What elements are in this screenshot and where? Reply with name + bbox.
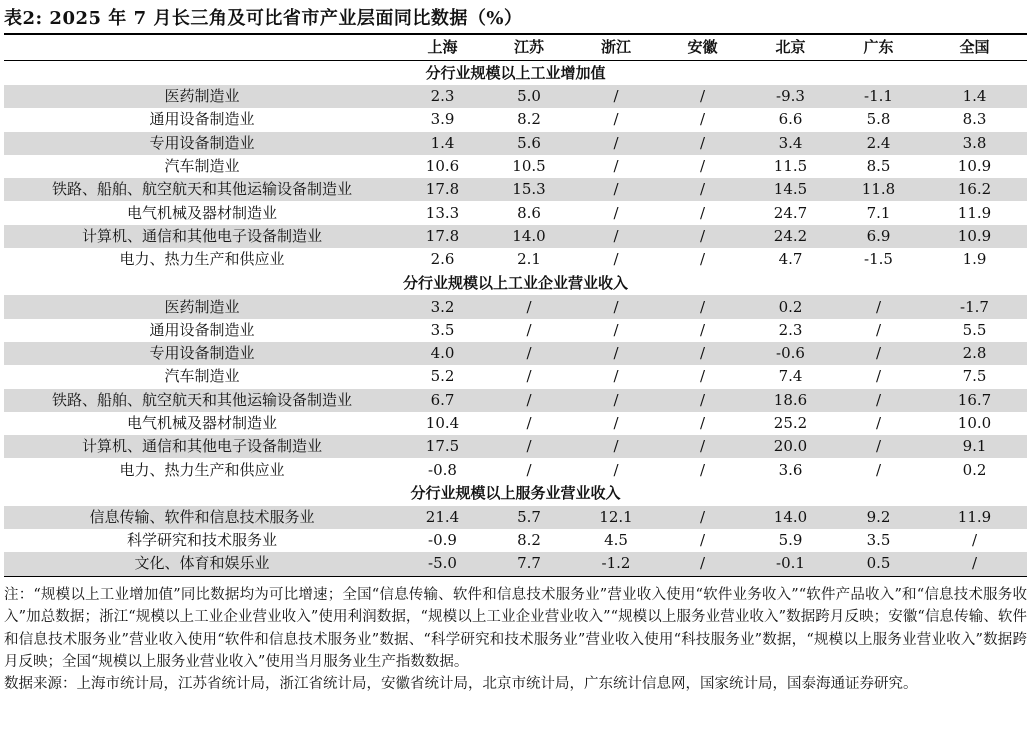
value-cell: /	[699, 367, 706, 386]
data-table	[4, 33, 1027, 577]
value-cell: /	[659, 225, 746, 248]
table-row	[4, 225, 1027, 248]
value-cell: 10.9	[957, 157, 992, 176]
value-cell: 14.0	[746, 506, 835, 529]
value-cell: /	[699, 414, 706, 432]
value-cell: 4.5	[604, 531, 628, 550]
header-cell-jiangsu: 江苏	[485, 34, 573, 61]
value-cell: 3.2	[400, 295, 485, 318]
value-cell: /	[699, 110, 706, 129]
value-cell: /	[835, 389, 922, 412]
value-cell: 5.2	[430, 367, 455, 386]
value-cell: 9.2	[835, 506, 922, 529]
row-label: 计算机、通信和其他电子设备制造业	[4, 225, 400, 248]
value-cell: /	[613, 110, 619, 129]
value-cell: 0.5	[835, 552, 922, 576]
value-cell: 3.9	[430, 110, 455, 129]
header-row	[4, 34, 1027, 61]
value-cell: 3.5	[430, 320, 455, 339]
value-cell: 1.9	[962, 250, 987, 269]
value-cell: 8.3	[962, 110, 987, 129]
value-cell: 10.0	[957, 414, 992, 432]
value-cell: /	[659, 295, 746, 318]
value-cell: /	[485, 295, 573, 318]
table-row	[4, 435, 1027, 458]
header-cell-category	[4, 34, 400, 61]
value-cell: /	[659, 435, 746, 458]
value-cell: /	[659, 132, 746, 155]
value-cell: /	[699, 157, 706, 176]
value-cell: 24.2	[746, 225, 835, 248]
notes-block	[4, 584, 1027, 695]
row-label: 医药制造业	[4, 85, 400, 108]
value-cell: 20.0	[746, 435, 835, 458]
section-header-row	[4, 271, 1027, 295]
table-row	[4, 108, 1027, 131]
value-cell: 9.1	[922, 435, 1027, 458]
value-cell: 3.5	[866, 531, 891, 550]
value-cell: 2.8	[922, 342, 1027, 365]
value-cell: 7.1	[866, 203, 891, 222]
row-label: 通用设备制造业	[149, 320, 255, 339]
value-cell: 17.8	[400, 225, 485, 248]
value-cell: /	[573, 178, 659, 201]
value-cell: 10.6	[425, 157, 460, 176]
value-cell: 17.8	[400, 178, 485, 201]
value-cell: /	[659, 178, 746, 201]
value-cell: -1.5	[864, 250, 893, 269]
value-cell: /	[699, 531, 706, 550]
value-cell: /	[485, 342, 573, 365]
value-cell: 4.7	[778, 250, 803, 269]
section-title: 分行业规模以上服务业营业收入	[410, 484, 621, 503]
value-cell: 14.0	[485, 225, 573, 248]
row-label: 专用设备制造业	[4, 342, 400, 365]
footnote: 注：“规模以上工业增加值”同比数据均为可比增速；全国“信息传输、软件和信息技术服务业”营业收入使用“软件业务收入”“软件产品收入”和“信息技术服务收入”加总数据；浙江“规模以上工业企业营业收入”使用利润数据，“规模以上工业企业营业收入”“规模以上服务业营业收入”数据跨月反映；安徽“信息传输、软件和信息技术服务业”营业收入使用“软件和信息技术服务业”数据、“科学研究和技术服务业”营业收入使用“科技服务业”数据，“规模以上服务业营业收入”数据跨月反映；全国“规模以上服务业营业收入”使用当月服务业生产指数数据。	[4, 587, 1027, 670]
table-row	[4, 365, 1027, 388]
value-cell: /	[613, 250, 619, 269]
value-cell: 18.6	[746, 389, 835, 412]
table-row	[4, 506, 1027, 529]
value-cell: 1.4	[922, 85, 1027, 108]
header-cell-shanghai: 上海	[400, 34, 485, 61]
value-cell: 2.3	[400, 85, 485, 108]
value-cell: /	[835, 435, 922, 458]
row-label: 电气机械及器材制造业	[126, 414, 277, 432]
value-cell: 7.7	[485, 552, 573, 576]
value-cell: 10.9	[922, 225, 1027, 248]
value-cell: 7.5	[962, 367, 987, 386]
value-cell: 3.4	[746, 132, 835, 155]
value-cell: 11.5	[773, 157, 808, 176]
row-label: 专用设备制造业	[4, 132, 400, 155]
value-cell: 11.8	[835, 178, 922, 201]
value-cell: /	[835, 295, 922, 318]
value-cell: /	[573, 225, 659, 248]
value-cell: /	[573, 435, 659, 458]
table-row	[4, 412, 1027, 435]
row-label: 计算机、通信和其他电子设备制造业	[4, 435, 400, 458]
table-row	[4, 342, 1027, 365]
value-cell: /	[875, 460, 882, 479]
value-cell: 14.5	[746, 178, 835, 201]
table-row	[4, 319, 1027, 342]
value-cell: -1.2	[573, 552, 659, 576]
value-cell: /	[613, 320, 619, 339]
value-cell: 7.4	[778, 367, 803, 386]
table-row	[4, 201, 1027, 224]
value-cell: -0.1	[746, 552, 835, 576]
value-cell: -0.9	[428, 531, 457, 550]
value-cell: 5.8	[866, 110, 891, 129]
value-cell: 15.3	[485, 178, 573, 201]
table-row	[4, 552, 1027, 576]
value-cell: 10.5	[512, 157, 546, 176]
table-row	[4, 132, 1027, 155]
value-cell: 8.2	[517, 110, 541, 129]
section-title: 分行业规模以上工业增加值	[425, 63, 606, 82]
value-cell: /	[875, 367, 882, 386]
section-header-row	[4, 482, 1027, 506]
value-cell: 8.2	[517, 531, 541, 550]
value-cell: /	[573, 389, 659, 412]
table-row	[4, 295, 1027, 318]
value-cell: /	[613, 414, 619, 432]
value-cell: 2.1	[517, 250, 541, 269]
value-cell: /	[613, 460, 619, 479]
table-row	[4, 458, 1027, 481]
value-cell: -5.0	[400, 552, 485, 576]
value-cell: /	[613, 157, 619, 176]
section-header-row	[4, 61, 1027, 86]
value-cell: -1.7	[922, 295, 1027, 318]
value-cell: 11.9	[922, 506, 1027, 529]
header-cell-national: 全国	[922, 34, 1027, 61]
data-source: 数据来源：上海市统计局，江苏省统计局，浙江省统计局，安徽省统计局，北京市统计局，广东统计信息网，国家统计局，国泰海通证券研究。	[4, 676, 918, 693]
value-cell: 25.2	[773, 414, 808, 432]
value-cell: 16.2	[922, 178, 1027, 201]
value-cell: /	[699, 203, 706, 222]
value-cell: /	[526, 320, 532, 339]
value-cell: /	[573, 295, 659, 318]
value-cell: /	[699, 250, 706, 269]
value-cell: 6.6	[778, 110, 803, 129]
value-cell: 12.1	[573, 506, 659, 529]
value-cell: /	[526, 367, 532, 386]
value-cell: /	[485, 435, 573, 458]
value-cell: /	[835, 342, 922, 365]
value-cell: /	[613, 367, 619, 386]
value-cell: 13.3	[425, 203, 460, 222]
section-title: 分行业规模以上工业企业营业收入	[402, 273, 628, 292]
value-cell: /	[659, 85, 746, 108]
value-cell: /	[659, 506, 746, 529]
header-cell-beijing: 北京	[746, 34, 835, 61]
value-cell: 3.6	[778, 460, 803, 479]
row-label: 电力、热力生产和供应业	[119, 250, 285, 269]
value-cell: 17.5	[400, 435, 485, 458]
value-cell: /	[613, 203, 619, 222]
value-cell: -9.3	[746, 85, 835, 108]
value-cell: /	[659, 342, 746, 365]
value-cell: -0.6	[746, 342, 835, 365]
value-cell: 2.4	[835, 132, 922, 155]
row-label: 电气机械及器材制造业	[126, 203, 277, 222]
table-row	[4, 178, 1027, 201]
value-cell: 8.6	[517, 203, 541, 222]
value-cell: /	[573, 342, 659, 365]
value-cell: /	[922, 552, 1027, 576]
row-label: 电力、热力生产和供应业	[119, 460, 285, 479]
header-cell-guangdong: 广东	[835, 34, 922, 61]
table-row	[4, 389, 1027, 412]
value-cell: /	[526, 414, 532, 432]
value-cell: 2.6	[430, 250, 455, 269]
row-label: 通用设备制造业	[149, 110, 255, 129]
value-cell: 0.2	[746, 295, 835, 318]
value-cell: 1.4	[400, 132, 485, 155]
row-label: 铁路、船舶、航空航天和其他运输设备制造业	[4, 178, 400, 201]
table-row	[4, 85, 1027, 108]
value-cell: -1.1	[835, 85, 922, 108]
value-cell: /	[699, 320, 706, 339]
value-cell: 16.7	[922, 389, 1027, 412]
row-label: 文化、体育和娱乐业	[4, 552, 400, 576]
value-cell: /	[699, 460, 706, 479]
value-cell: /	[659, 552, 746, 576]
value-cell: /	[485, 389, 573, 412]
value-cell: 24.7	[773, 203, 808, 222]
value-cell: 5.7	[485, 506, 573, 529]
value-cell: 2.3	[778, 320, 803, 339]
value-cell: /	[573, 85, 659, 108]
header-cell-anhui: 安徽	[659, 34, 746, 61]
row-label: 铁路、船舶、航空航天和其他运输设备制造业	[4, 389, 400, 412]
value-cell: 10.4	[425, 414, 460, 432]
table-title: 表2: 2025 年 7 月长三角及可比省市产业层面同比数据（%）	[4, 8, 523, 29]
value-cell: 21.4	[400, 506, 485, 529]
value-cell: 4.0	[400, 342, 485, 365]
value-cell: -0.8	[428, 460, 457, 479]
row-label: 科学研究和技术服务业	[126, 531, 277, 550]
value-cell: /	[526, 460, 532, 479]
header-cell-zhejiang: 浙江	[573, 34, 659, 61]
value-cell: 6.9	[835, 225, 922, 248]
value-cell: 6.7	[400, 389, 485, 412]
value-cell: 0.2	[962, 460, 987, 479]
table-row	[4, 248, 1027, 271]
value-cell: /	[659, 389, 746, 412]
value-cell: /	[875, 320, 882, 339]
table-row	[4, 155, 1027, 178]
value-cell: /	[875, 414, 882, 432]
value-cell: 5.0	[485, 85, 573, 108]
value-cell: 5.5	[962, 320, 987, 339]
row-label: 医药制造业	[4, 295, 400, 318]
value-cell: /	[573, 132, 659, 155]
value-cell: 5.9	[778, 531, 803, 550]
row-label: 信息传输、软件和信息技术服务业	[4, 506, 400, 529]
value-cell: /	[971, 531, 978, 550]
value-cell: 5.6	[485, 132, 573, 155]
value-cell: 8.5	[866, 157, 891, 176]
row-label: 汽车制造业	[164, 367, 240, 386]
value-cell: 11.9	[957, 203, 992, 222]
table-row	[4, 529, 1027, 552]
table-body	[4, 61, 1027, 577]
value-cell: 3.8	[922, 132, 1027, 155]
row-label: 汽车制造业	[164, 157, 240, 176]
